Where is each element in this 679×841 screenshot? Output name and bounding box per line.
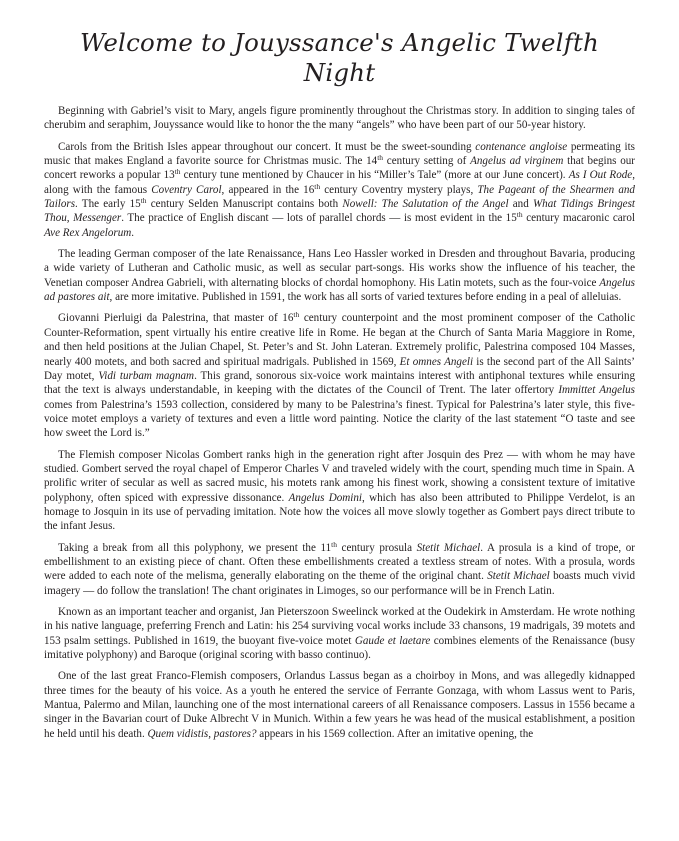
ordinal-suffix: th [516, 210, 523, 220]
italic-title: What Tidings Bringest Thou, Messenger [44, 198, 636, 225]
text-run: century tune mentioned by Chaucer in his “Miller’s Tale” (more at our June concert). [180, 169, 569, 182]
paragraph [44, 311, 635, 440]
page-title: Welcome to Jouyssance's Angelic Twelfth Night [79, 28, 600, 87]
text-run: century setting of [383, 155, 471, 168]
text-run: . A prosula is a kind of trope, or embellishment to an existing piece of chant. Often these embellishments created a textless stream of notes. With a prosula, words were added to each note of the melisma, generally elaborating on the theme of the original chant. [44, 541, 635, 583]
text-run: is the second part of the All Saints’ Day motet, [44, 355, 635, 382]
ordinal-suffix: th [140, 196, 147, 206]
text-run: comes from Palestrina’s 1593 collection, considered by many to be Palestrina’s finest. Typical for Palestrina’s later style, this five-voice motet employs a variety of textures and even a little word painting. Notice the clarity of the last statement “O taste and see how sweet the Lord is.” [44, 398, 635, 440]
text-run: that begins our concert reworks a popular 13 [44, 155, 636, 182]
paragraph [44, 140, 635, 240]
italic-title: Et omnes Angeli [399, 355, 474, 368]
italic-title: Gaude et laetare [354, 634, 431, 647]
text-run: , which has also been attributed to Philippe Verdelot, is an homage to Josquin in its use of pervading imitation. Note how the voices all move slowly together as Gombert pays direct tribute to the infant Jesus. [44, 491, 635, 533]
text-run: century macaronic carol [522, 212, 635, 225]
text-run: , are more imitative. Published in 1591, the work has all sorts of varied textures before ending in a peal of alleluias. [109, 291, 622, 304]
text-run: appears in his 1569 collection. After an imitative opening, the [256, 727, 534, 740]
italic-title: Stetit Michael [416, 541, 481, 554]
text-run: Giovanni Pierluigi da Palestrina, that master of 16 [58, 312, 294, 325]
text-run: and [508, 198, 533, 211]
italic-title: Stetit Michael [487, 570, 550, 583]
text-run: . The practice of English discant — lots of parallel chords — is most evident in the 15 [121, 212, 517, 225]
text-run: . The early 15 [75, 198, 141, 211]
text-run: The leading German composer of the late Renaissance, Hans Leo Hassler worked in Dresden and throughout Bavaria, producing a wide variety of Lutheran and Catholic music, as well as secular part-songs. His works show the influence of his teacher, the Venetian composer Andrea Gabrieli, with alternating blocks of chordal homophony. His Latin motets, such as the four-voice [44, 248, 635, 289]
paragraph [44, 247, 635, 304]
text-run: One of the last great Franco-Flemish composers, Orlandus Lassus began as a choirboy in Mons, and was allegedly kidnapped three times for the beauty of his voice. As a youth he entered the service of Ferrante Gonzaga, with whom Lassus went to Paris, Mantua, Palermo and Milan, launching one of the most international careers of all Renaissance composers. Lassus in 1556 became a singer in the Bavarian court of Duke Albrecht V in Munich. Within a few years he was head of the musical establishment, a position he held until his death. [44, 670, 635, 740]
text-run: century Selden Manuscript contains both [146, 198, 343, 211]
text-run: The Flemish composer Nicolas Gombert ranks high in the generation right after Josquin des Prez — with whom he may have studied. Gombert served the royal chapel of Emperor Charles V and traveled widely with the court, spending much time in Spain. A prolific writer of secular as well as sacred music, his motets rank among his finest work, showing a consistent texture of imitative polyphony, often spiced with expressive dissonance. [44, 448, 635, 504]
italic-title: Angelus ad virginem [470, 155, 564, 168]
italic-title: contenance angloise [475, 140, 568, 153]
ordinal-suffix: th [293, 310, 300, 320]
text-run: . [131, 226, 135, 239]
paragraph [44, 104, 635, 133]
text-run: permeating its music that makes England a favorite source for Christmas music. The 14 [44, 140, 635, 168]
text-run: Beginning with Gabriel’s visit to Mary, angels figure prominently throughout the Christmas story. In addition to singing tales of cherubim and seraphim, Jouyssance would like to honor the the many “angels” who have been part of our 50-year history. [44, 105, 635, 132]
italic-title: Quem vidistis, pastores? [147, 727, 257, 740]
italic-title: Coventry Carol [151, 183, 222, 196]
text-run: . This grand, sonorous six-voice work maintains interest with antiphonal textures while ensuring that the text is always understandable, in keeping with the dictates of the Council of Trent. The later offertory [44, 369, 635, 397]
italic-title: As I Out Rode [568, 169, 633, 182]
text-run: century counterpoint and the most prominent composer of the Catholic Counter-Reformation, spent virtually his entire creative life in Rome. He began at the Church of Santa Maria Maggiore in Rome, and then held positions at the Julian Chapel, St. Peter’s and St. John Lateran. Extremely prolific, Palestrina composed 104 Masses, nearly 400 motets, and both sacred and spiritual madrigals. Published in 1569, [44, 312, 636, 368]
italic-title: Ave Rex Angelorum [44, 226, 132, 239]
italic-title: Nowell: The Salutation of the Angel [342, 198, 509, 211]
text-run: Taking a break from all this polyphony, we present the 11 [58, 541, 332, 554]
italic-title: Angelus Domini [288, 491, 363, 504]
text-run: boasts much vivid imagery — do follow the translation! The chant originates in Limoges, so our performance will be in French Latin. [44, 570, 635, 597]
text-run: , along with the famous [44, 169, 635, 196]
text-run: century Coventry mystery plays, [320, 183, 478, 196]
italic-title: Angelus ad pastores ait [44, 276, 635, 304]
ordinal-suffix: th [377, 153, 384, 163]
ordinal-suffix: th [174, 167, 181, 177]
text-run: combines elements of the Renaissance (busy imitative polyphony) and Baroque (original scoring with basso continuo). [44, 634, 635, 662]
text-run: Carols from the British Isles appear throughout our concert. It must be the sweet-sounding [58, 140, 476, 153]
italic-title: Vidi turbam magnam [98, 369, 195, 382]
italic-title: The Pageant of the Shearmen and Tailors [44, 183, 635, 211]
text-run: Known as an important teacher and organist, Jan Pieterszoon Sweelinck worked at the Oudekirk in Amsterdam. He wrote nothing in his native language, preferring French and Latin: his 254 surviving vocal works include 33 chansons, 19 madrigals, 39 motets and 153 psalm settings. Published in 1619, the buoyant five-voice motet [44, 606, 635, 647]
body-text [44, 104, 635, 741]
text-run: century prosula [336, 541, 417, 554]
ordinal-suffix: th [331, 539, 337, 549]
ordinal-suffix: th [314, 181, 321, 191]
paragraph [44, 605, 635, 662]
text-run: , appeared in the 16 [221, 183, 315, 196]
paragraph [44, 541, 635, 598]
italic-title: Immittet Angelus [558, 384, 635, 397]
paragraph [44, 448, 635, 534]
paragraph [44, 669, 635, 741]
